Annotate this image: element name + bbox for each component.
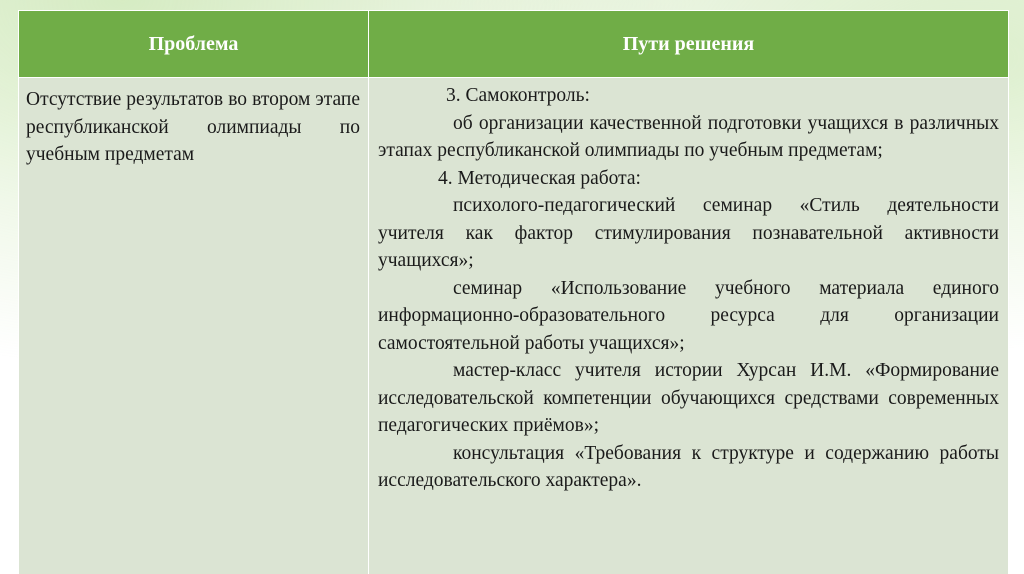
- item3-title: 3. Самоконтроль:: [446, 85, 590, 106]
- header-solutions: Пути решения: [369, 11, 1009, 78]
- item4-masterclass: мастер-класс учителя истории Хурсан И.М. «Формирование исследовательской компетенции обучающихся средствами современных педагогических приёмов»;: [378, 360, 999, 436]
- problem-cell: [19, 78, 369, 574]
- item4-seminar1: психолого-педагогический семинар «Стиль деятельности учителя как фактор стимулирования познавательной активности учащихся»;: [378, 195, 999, 271]
- item4-consultation: консультация «Требования к структуре и содержанию работы исследовательского характера».: [378, 442, 999, 491]
- solutions-cell: [369, 78, 1009, 574]
- table-header-row: [19, 11, 1009, 78]
- item3-text: об организации качественной подготовки учащихся в различных этапах республиканской олимпиады по учебным предметам;: [378, 112, 999, 161]
- item4-title: 4. Методическая работа:: [438, 167, 641, 189]
- header-problem: Проблема: [19, 11, 369, 78]
- problem-text: Отсутствие результатов во втором этапе республиканской олимпиады по учебным предметам: [26, 89, 360, 165]
- table-row: [19, 78, 1009, 574]
- item4-seminar2: семинар «Использование учебного материала единого информационно-образовательного ресурса для организации самостоятельной работы учащихся»;: [378, 277, 999, 354]
- problems-solutions-table: [18, 10, 1009, 574]
